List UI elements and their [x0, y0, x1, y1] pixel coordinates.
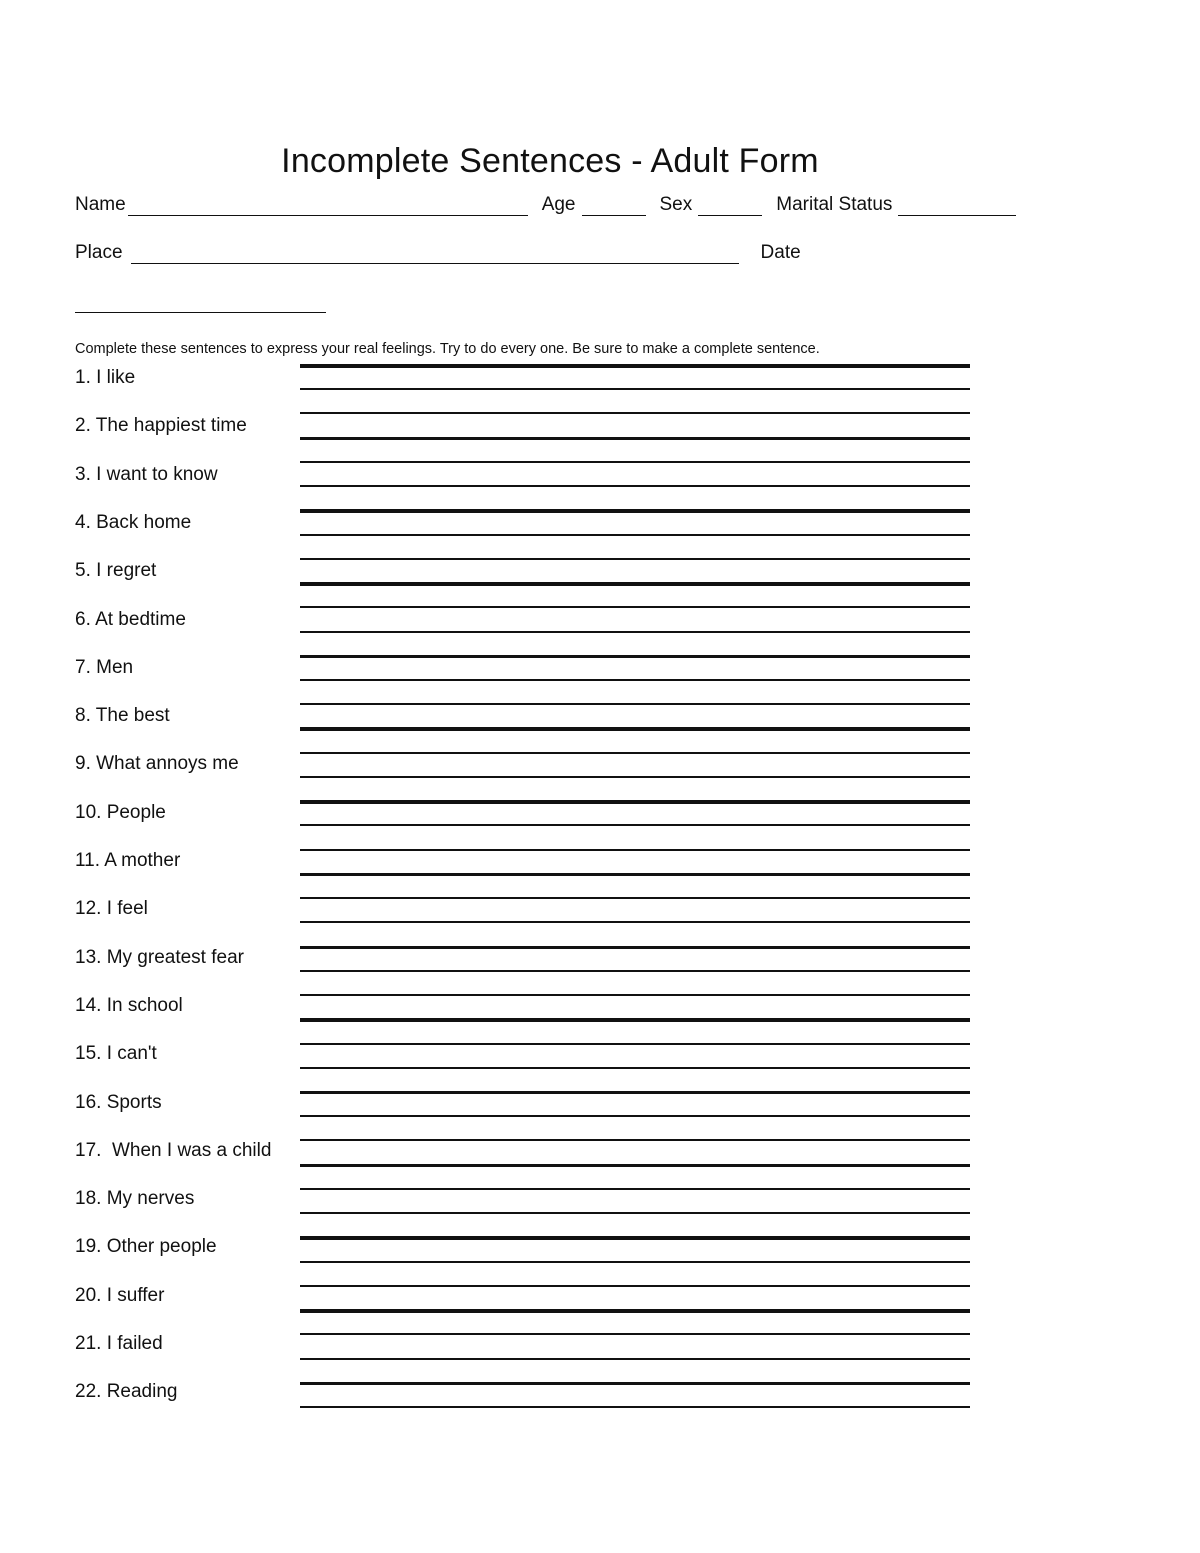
sentence-prompt-11: 11. A mother: [75, 850, 181, 871]
sentence-prompt-19: 19. Other people: [75, 1236, 217, 1258]
sentence-prompt-13: 13. My greatest fear: [75, 946, 244, 968]
answer-line-18-2[interactable]: [300, 1212, 970, 1214]
answer-line-21-2[interactable]: [300, 1358, 970, 1360]
answer-line-22-1[interactable]: [300, 1382, 970, 1386]
answer-line-16-1[interactable]: [300, 1091, 970, 1095]
answer-line-15-1[interactable]: [300, 1043, 970, 1045]
answer-line-2-2[interactable]: [300, 437, 970, 441]
age-field[interactable]: [582, 197, 646, 216]
sentence-prompt-14: 14. In school: [75, 994, 183, 1016]
sex-label: Sex: [659, 194, 693, 215]
answer-line-13-1[interactable]: [300, 946, 970, 950]
answer-line-1-2[interactable]: [300, 388, 970, 390]
answer-line-12-2[interactable]: [300, 921, 970, 923]
answer-line-18-1[interactable]: [300, 1188, 970, 1190]
sentence-prompt-1: 1. I like: [75, 367, 136, 388]
answer-line-19-2[interactable]: [300, 1261, 970, 1263]
answer-line-11-1[interactable]: [300, 849, 970, 851]
date-label: Date: [760, 242, 801, 263]
answer-line-12-1[interactable]: [300, 897, 970, 899]
sentence-prompt-21: 21. I failed: [75, 1333, 163, 1354]
sentence-prompt-15: 15. I can't: [75, 1043, 157, 1065]
sentence-prompt-6: 6. At bedtime: [75, 608, 186, 630]
answer-line-2-1[interactable]: [300, 412, 970, 414]
date-field[interactable]: [75, 312, 326, 313]
sentence-prompt-17: 17. When I was a child: [75, 1139, 272, 1161]
answer-line-3-1[interactable]: [300, 461, 970, 463]
marital-status-field[interactable]: [898, 197, 1016, 216]
sentence-prompt-3: 3. I want to know: [75, 463, 218, 485]
age-label: Age: [541, 194, 576, 215]
answer-line-17-1[interactable]: [300, 1139, 970, 1141]
answer-line-20-2[interactable]: [300, 1309, 970, 1313]
answer-line-5-2[interactable]: [300, 582, 970, 586]
answer-line-8-1[interactable]: [300, 703, 970, 705]
answer-line-20-1[interactable]: [300, 1285, 970, 1287]
answer-line-10-2[interactable]: [300, 824, 970, 826]
answer-line-21-1[interactable]: [300, 1333, 970, 1335]
sentence-prompt-4: 4. Back home: [75, 511, 192, 533]
answer-line-9-1[interactable]: [300, 752, 970, 754]
sentence-prompt-22: 22. Reading: [75, 1381, 178, 1403]
answer-line-6-2[interactable]: [300, 631, 970, 633]
instructions-text: Complete these sentences to express your real feelings. Try to do every one. Be sure to make a complete sentence.: [75, 341, 820, 357]
sentence-prompt-5: 5. I regret: [75, 560, 157, 582]
name-label: Name: [75, 194, 126, 215]
sentence-prompt-8: 8. The best: [75, 705, 170, 727]
form-title: Incomplete Sentences - Adult Form: [281, 142, 819, 180]
answer-line-7-2[interactable]: [300, 679, 970, 681]
place-label: Place: [75, 242, 123, 263]
answer-line-4-1[interactable]: [300, 509, 970, 513]
sentence-prompt-12: 12. I feel: [75, 898, 148, 920]
answer-line-22-2[interactable]: [300, 1406, 970, 1408]
answer-lines: [300, 364, 970, 1408]
answer-line-4-2[interactable]: [300, 534, 970, 536]
answer-line-7-1[interactable]: [300, 655, 970, 659]
sentence-prompt-7: 7. Men: [75, 656, 134, 678]
answer-line-13-2[interactable]: [300, 970, 970, 972]
answer-line-10-1[interactable]: [300, 800, 970, 804]
answer-line-15-2[interactable]: [300, 1067, 970, 1069]
marital-status-label: Marital Status: [776, 194, 893, 215]
sex-field[interactable]: [698, 197, 762, 216]
name-field[interactable]: [128, 197, 528, 216]
answer-line-19-1[interactable]: [300, 1236, 970, 1240]
sentence-prompt-9: 9. What annoys me: [75, 753, 239, 775]
header-fields-row-1: [75, 194, 1016, 216]
answer-line-6-1[interactable]: [300, 606, 970, 608]
sentence-prompt-2: 2. The happiest time: [75, 415, 247, 437]
answer-line-9-2[interactable]: [300, 776, 970, 778]
answer-line-3-2[interactable]: [300, 485, 970, 487]
answer-line-14-2[interactable]: [300, 1018, 970, 1022]
sentence-prompt-20: 20. I suffer: [75, 1284, 165, 1306]
header-fields-row-2: [75, 242, 801, 264]
sentence-prompt-10: 10. People: [75, 801, 166, 823]
answer-line-8-2[interactable]: [300, 727, 970, 731]
answer-line-11-2[interactable]: [300, 873, 970, 877]
answer-line-14-1[interactable]: [300, 994, 970, 996]
sentence-prompt-18: 18. My nerves: [75, 1188, 195, 1210]
sentence-prompt-16: 16. Sports: [75, 1091, 162, 1113]
answer-line-16-2[interactable]: [300, 1115, 970, 1117]
answer-line-5-1[interactable]: [300, 558, 970, 560]
place-field[interactable]: [131, 245, 739, 264]
answer-line-17-2[interactable]: [300, 1164, 970, 1168]
answer-line-1-1[interactable]: [300, 364, 970, 368]
